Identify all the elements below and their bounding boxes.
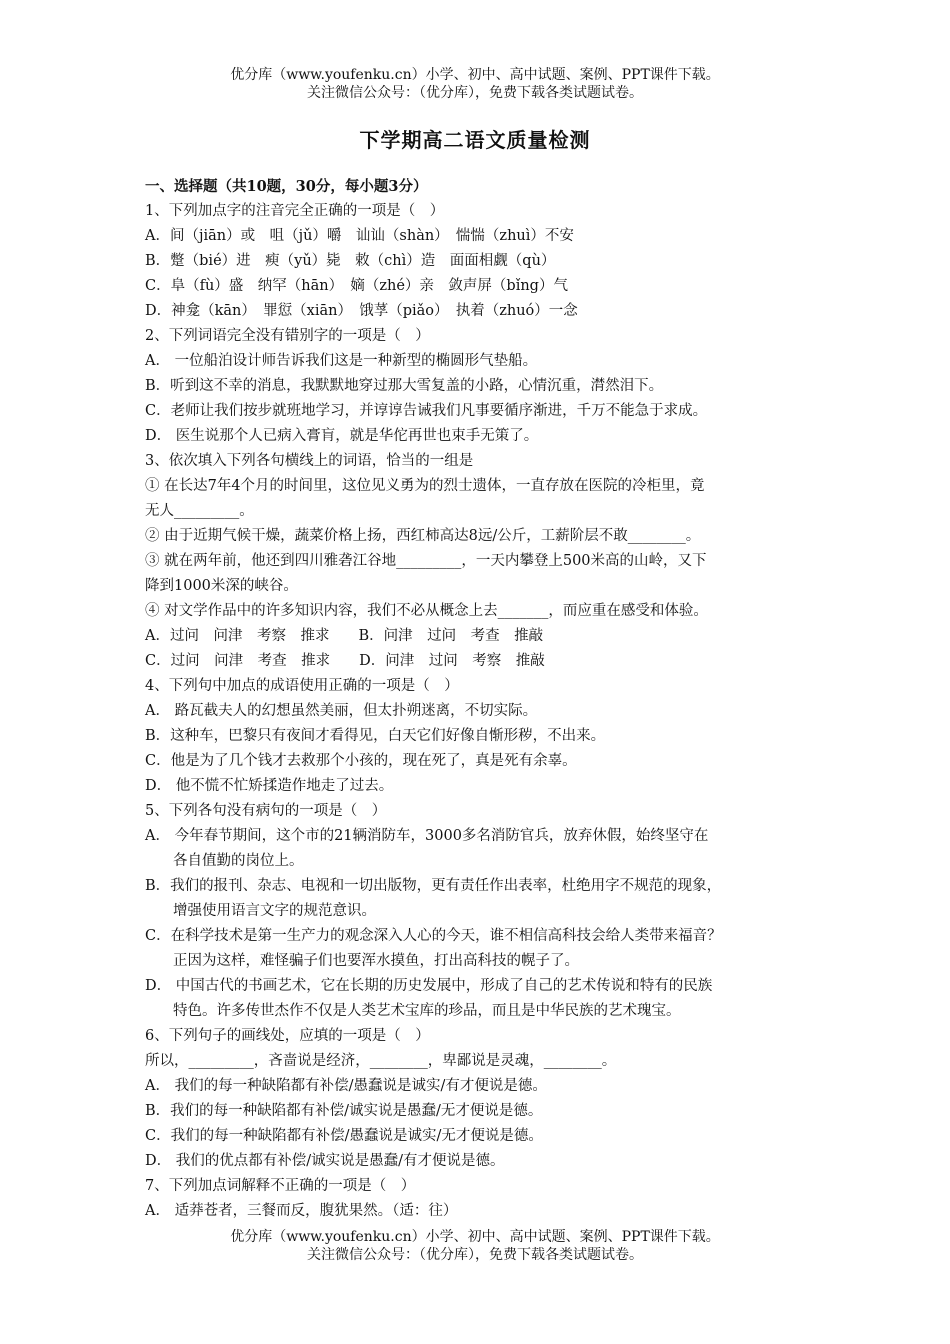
question-4-option-b: B．这种车，巴黎只有夜间才看得见，白天它们好像自惭形秽，不出来。 [145, 728, 606, 744]
header-line-2: 关注微信公众号：（优分库），免费下载各类试题试卷。 [307, 85, 643, 101]
question-3-sentence-2: ② 由于近期气候干燥，蔬菜价格上扬，西红柿高达8远/公斤，工薪阶层不敢________。 [145, 528, 701, 544]
question-4-option-d: D． 他不慌不忙矫揉造作地走了过去。 [145, 778, 394, 794]
question-1-option-a: A．间（jiān）或 咀（jǔ）嚼 讪讪（shàn） 惴惴（zhuì）不安 [145, 228, 574, 244]
question-3-sentence-4: ④ 对文学作品中的许多知识内容，我们不必从概念上去_______，而应重在感受和体验。 [145, 603, 708, 619]
question-3-sentence-3-cont: 降到1000米深的峡谷。 [145, 578, 298, 594]
page-footer [0, 1228, 950, 1264]
question-1-option-c: C．阜（fù）盛 纳罕（hān） 嫡（zhé）亲 敛声屏（bǐng）气 [145, 278, 568, 294]
question-4-option-c: C．他是为了几个钱才去救那个小孩的，现在死了，真是死有余辜。 [145, 753, 577, 769]
question-6-option-c: C．我们的每一种缺陷都有补偿/愚蠢说是诚实/无才便说是德。 [145, 1128, 543, 1144]
question-5-option-c: C．在科学技术是第一生产力的观念深入人心的今天，谁不相信高科技会给人类带来福音？ [145, 928, 722, 944]
question-5-option-d-cont: 特色。许多传世杰作不仅是人类艺术宝库的珍品，而且是中华民族的艺术瑰宝。 [173, 1003, 681, 1019]
question-2-stem: 2、下列词语完全没有错别字的一项是（ ） [145, 328, 430, 344]
question-6-stem: 6、下列句子的画线处，应填的一项是（ ） [145, 1028, 430, 1044]
question-4-stem: 4、下列句中加点的成语使用正确的一项是（ ） [145, 678, 459, 694]
question-5-option-b-cont: 增强使用语言文字的规范意识。 [173, 903, 376, 919]
question-7-option-a: A． 适莽苍者，三餐而反，腹犹果然。（适：往） [145, 1203, 458, 1219]
question-7-stem: 7、下列加点词解释不正确的一项是（ ） [145, 1178, 416, 1194]
question-2-option-a: A． 一位船泊设计师告诉我们这是一种新型的椭圆形气垫船。 [145, 353, 538, 369]
question-5-option-d: D． 中国古代的书画艺术，它在长期的历史发展中，形成了自己的艺术传说和特有的民族 [145, 978, 713, 994]
question-3-sentence-1-cont: 无人_________。 [145, 503, 254, 519]
question-6-option-b: B．我们的每一种缺陷都有补偿/诚实说是愚蠢/无才便说是德。 [145, 1103, 543, 1119]
question-3-sentence-3: ③ 就在两年前，他还到四川雅砻江谷地_________，一天内攀登上500米高的山岭，又下 [145, 553, 707, 569]
header-line-1: 优分库（www.youfenku.cn）小学、初中、高中试题、案例、PPT课件下载。 [230, 67, 720, 83]
question-3-stem: 3、依次填入下列各句横线上的词语，恰当的一组是 [145, 453, 474, 469]
question-2-option-b: B．听到这不幸的消息，我默默地穿过那大雪复盖的小路，心情沉重，潸然泪下。 [145, 378, 664, 394]
question-6-option-a: A． 我们的每一种缺陷都有补偿/愚蠢说是诚实/有才便说是德。 [145, 1078, 547, 1094]
section-heading: 一、选择题（共10题，30分，每小题3分） [145, 178, 428, 195]
question-5-option-b: B．我们的报刊、杂志、电视和一切出版物，更有责任作出表率，杜绝用字不规范的现象， [145, 878, 722, 894]
footer-line-2: 关注微信公众号：（优分库），免费下载各类试题试卷。 [307, 1247, 643, 1263]
question-2-option-c: C．老师让我们按步就班地学习，并谆谆告诫我们凡事要循序渐进，千万不能急于求成。 [145, 403, 708, 419]
footer-line-1: 优分库（www.youfenku.cn）小学、初中、高中试题、案例、PPT课件下载。 [230, 1229, 720, 1245]
question-3-options-cd: C．过问 问津 考查 推求 D．问津 过问 考察 推敲 [145, 653, 545, 669]
question-5-option-a: A． 今年春节期间，这个市的21辆消防车，3000多名消防官兵，放弃休假，始终坚守在 [145, 828, 709, 844]
question-1-option-b: B．蹩（bié）进 瘐（yǔ）毙 敕（chì）造 面面相觑（qù） [145, 253, 556, 269]
question-2-option-d: D． 医生说那个人已病入膏肓，就是华佗再世也束手无策了。 [145, 428, 539, 444]
page-header [0, 66, 950, 102]
question-6-sentence: 所以，_________，吝啬说是经济，________，卑鄙说是灵魂，________。 [145, 1053, 617, 1069]
question-1-option-d: D．神龛（kān） 罪愆（xiān） 饿莩（piǎo） 执着（zhuó）一念 [145, 303, 578, 319]
question-1-stem: 1、下列加点字的注音完全正确的一项是（ ） [145, 203, 445, 219]
question-5-option-c-cont: 正因为这样，难怪骗子们也要浑水摸鱼，打出高科技的幌子了。 [173, 953, 579, 969]
exam-content [145, 174, 817, 1224]
question-3-sentence-1: ① 在长达7年4个月的时间里，这位见义勇为的烈士遗体，一直存放在医院的冷柜里，竟 [145, 478, 705, 494]
question-4-option-a: A． 路瓦截夫人的幻想虽然美丽，但太扑朔迷离，不切实际。 [145, 703, 538, 719]
question-3-options-ab: A．过问 问津 考察 推求 B．问津 过问 考查 推敲 [145, 628, 544, 644]
question-5-option-a-cont: 各自值勤的岗位上。 [173, 853, 304, 869]
question-5-stem: 5、下列各句没有病句的一项是（ ） [145, 803, 387, 819]
question-6-option-d: D． 我们的优点都有补偿/诚实说是愚蠢/有才便说是德。 [145, 1153, 505, 1169]
page-title: 下学期高二语文质量检测 [359, 128, 591, 152]
